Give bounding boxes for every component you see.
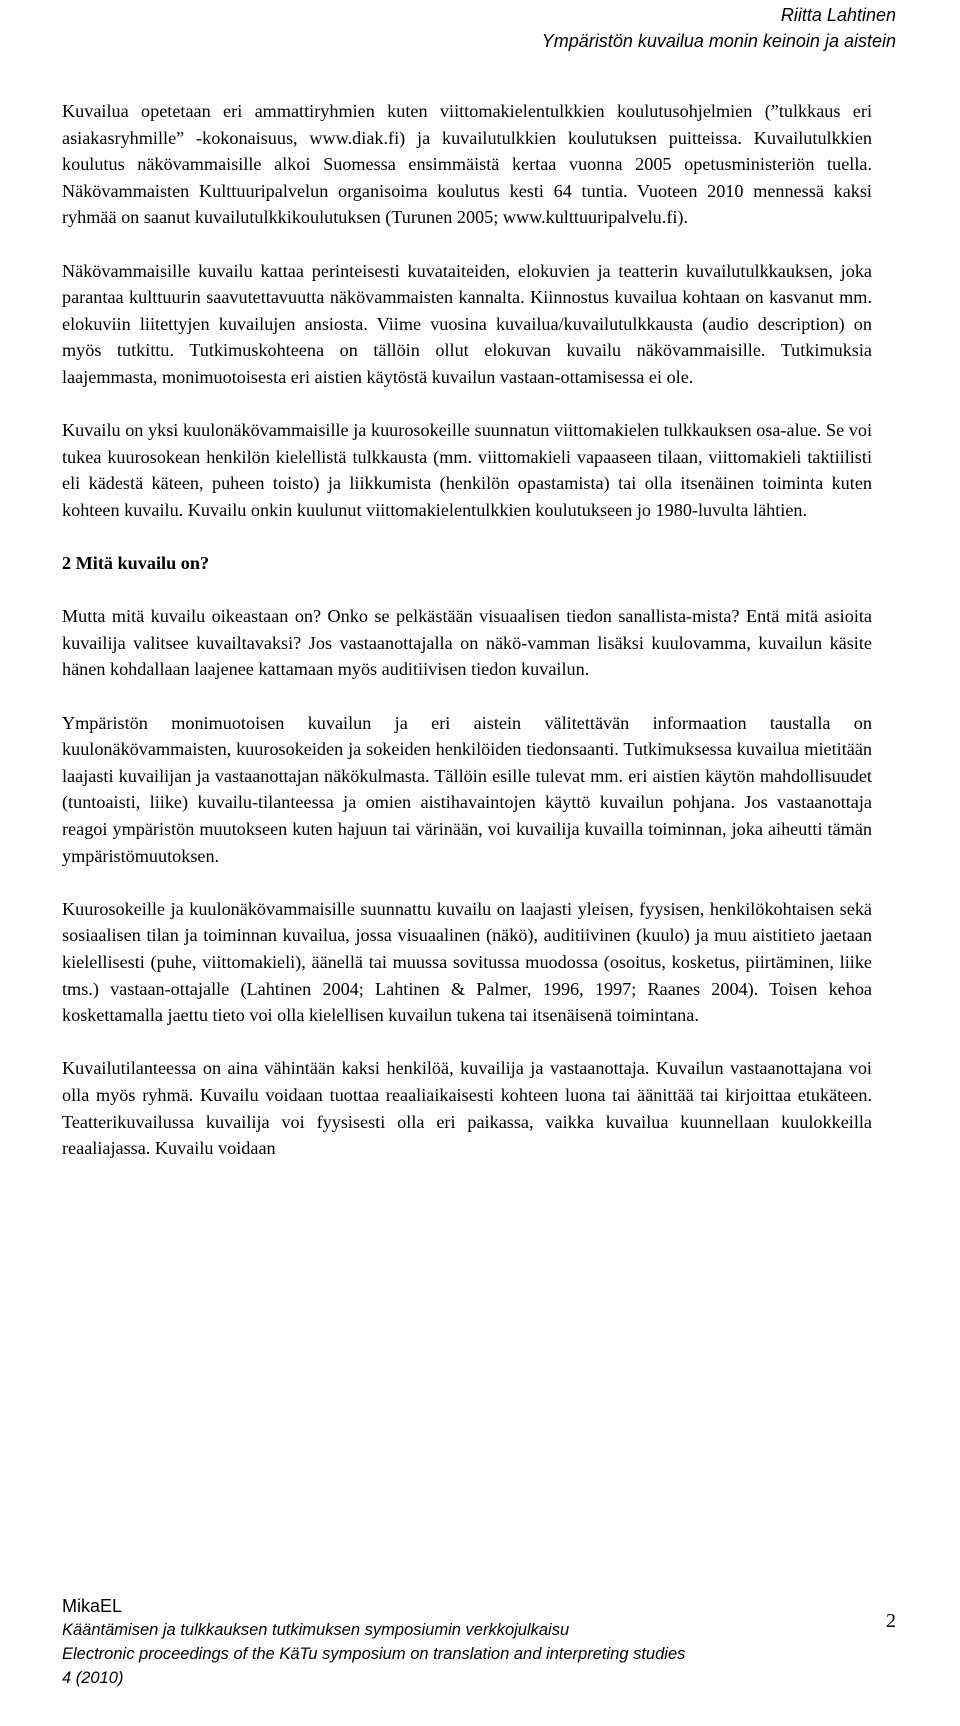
- header-title: Ympäristön kuvailua monin keinoin ja aistein: [541, 31, 896, 51]
- paragraph-5: Ympäristön monimuotoisen kuvailun ja eri aistein välitettävän informaation taustalla on kuulonäkövammaisten, kuurosokeiden ja sokeiden henkilöiden tiedonsaanti. Tutkimuksessa kuvailua mietitään laajasti kuvailijan ja vastaanottajan näkökulmasta. Tällöin esille tulevat mm. eri aistien käytön mahdollisuudet (tuntoaisti, liike) kuvailu-tilanteessa ja omien aistihavaintojen käyttö kuvailun pohjana. Jos vastaanottaja reagoi ympäristön muutokseen kuten hajuun tai värinään, voi kuvailija kuvailla toiminnan, joka aiheutti tämän ympäristömuutoksen.: [62, 712, 872, 866]
- paragraph-3: Kuvailu on yksi kuulonäkövammaisille ja kuurosokeille suunnatun viittomakielen tulkkauksen osa-alue. Se voi tukea kuurosokean henkilön kielellistä tulkkausta (mm. viittomakieli vapaaseen tilaan, viittomakieli taktiilisti eli kädestä käteen, puheen toisto) ja liikkumista (henkilön opastamista) tai olla itsenäinen toiminta kuten kohteen kuvailu. Kuvailu onkin kuulunut viittomakielentulkkien koulutukseen jo 1980-luvulta lähtien.: [62, 420, 872, 520]
- footer-line-3: 4 (2010): [62, 1669, 124, 1687]
- footer-brand: MikaEL: [62, 1596, 123, 1616]
- paragraph-1: Kuvailua opetetaan eri ammattiryhmien kuten viittomakielentulkkien koulutusohjelmien (”tulkkaus eri asiakasryhmille” -kokonaisuus, www.diak.fi) ja kuvailutulkkien koulutuksen puitteissa. Kuvailutulkkien koulutus näkövammaisille alkoi Suomessa ensimmäistä kertaa vuonna 2005 opetusministeriön tuella. Näkövammaisten Kulttuuripalvelun organisoima koulutus kesti 64 tuntia. Vuoteen 2010 mennessä kaksi ryhmää on saanut kuvailutulkkikoulutuksen (Turunen 2005; www.kulttuuripalvelu.fi).: [62, 101, 872, 228]
- page-footer: [62, 1594, 872, 1690]
- paragraph-4: Mutta mitä kuvailu oikeastaan on? Onko se pelkästään visuaalisen tiedon sanallista-mista? Entä mitä asioita kuvailija valitsee kuvailtavaksi? Jos vastaanottajalla on näkö-vamman lisäksi kuulovamma, kuvailun käsite hänen kohdallaan laajenee kattamaan myös auditiivisen tiedon kuvailun.: [62, 606, 872, 680]
- paragraph-7: Kuvailutilanteessa on aina vähintään kaksi henkilöä, kuvailija ja vastaanottaja. Kuvailun vastaanottajana voi olla myös ryhmä. Kuvailu voidaan tuottaa reaaliaikaisesti kohteen luona tai äänittää tai kirjoittaa etukäteen. Teatterikuvailussa kuvailija voi fyysisesti olla eri paikassa, vaikka kuvailua kuunnellaan kuulokkeilla reaaliajassa. Kuvailu voidaan: [62, 1058, 872, 1159]
- header-author: Riitta Lahtinen: [780, 5, 896, 25]
- footer-line-1: Kääntämisen ja tulkkauksen tutkimuksen symposiumin verkkojulkaisu: [62, 1621, 570, 1639]
- footer-line-2: Electronic proceedings of the KäTu symposium on translation and interpreting studies: [62, 1645, 686, 1663]
- paragraph-6: Kuurosokeille ja kuulonäkövammaisille suunnattu kuvailu on laajasti yleisen, fyysisen, henkilökohtaisen sekä sosiaalisen tilan ja toiminnan kuvailua, jossa visuaalinen (näkö), auditiivinen (kuulo) ja muu aistitieto jaetaan kielellisesti (puhe, viittomakieli), äänellä tai muussa sovitussa muodossa (osoitus, kosketus, piirtäminen, liike tms.) vastaan-ottajalle (Lahtinen 2004; Lahtinen & Palmer, 1996, 1997; Raanes 2004). Toisen kehoa koskettamalla jaettu tieto voi olla kielellisen kuvailun tukena tai itsenäisenä toimintana.: [62, 898, 872, 1026]
- article-body: [62, 98, 872, 1162]
- running-header: [542, 2, 896, 54]
- section-heading: 2 Mitä kuvailu on?: [62, 553, 210, 574]
- paragraph-2: Näkövammaisille kuvailu kattaa perinteisesti kuvataiteiden, elokuvien ja teatterin kuvailutulkkauksen, joka parantaa kulttuurin saavutettavuutta näkövammaisten kannalta. Kiinnostus kuvailua kohtaan on kasvanut mm. elokuviin liitettyjen kuvailujen ansiosta. Viime vuosina kuvailua/kuvailutulkkausta (audio description) on myös tutkittu. Tutkimuskohteena on tällöin ollut elokuvan kuvailu näkövammaisille. Tutkimuksia laajemmasta, monimuotoisesta eri aistien käytöstä kuvailun vastaan-ottamisessa ei ole.: [62, 260, 872, 387]
- page-number: 2: [886, 1610, 896, 1632]
